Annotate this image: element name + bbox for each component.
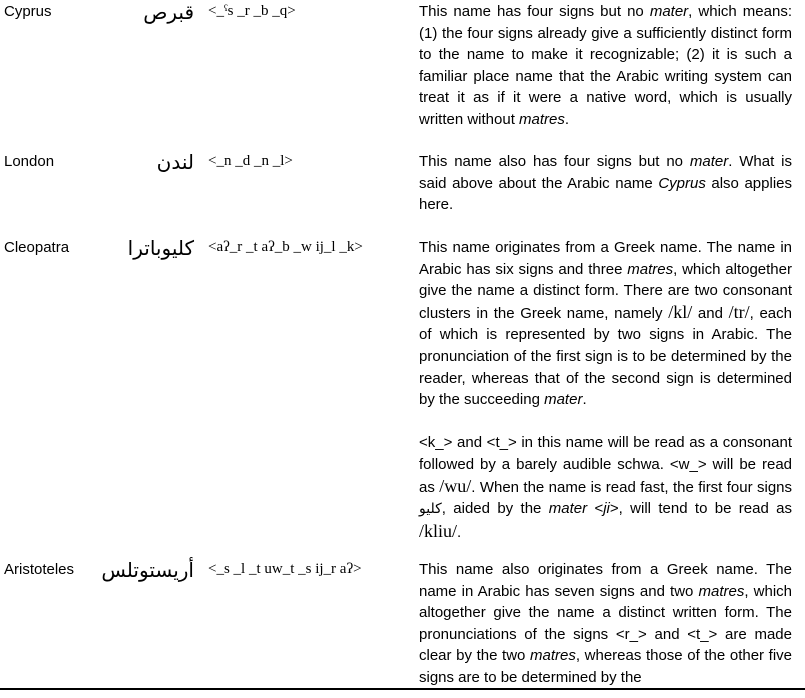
english-name: Cleopatra	[4, 239, 70, 256]
text-run: .	[582, 391, 587, 409]
italic-term: matres	[530, 647, 576, 665]
text-run: This name has four signs but no	[419, 3, 650, 20]
italic-term: matres	[627, 260, 674, 278]
text-run: , which altogether give the name a distinct form. There are two consonant clusters in the Greek name, namely	[419, 260, 792, 322]
english-name: Aristoteles	[4, 561, 75, 578]
description	[419, 237, 792, 543]
italic-term: mater	[649, 3, 689, 20]
text-run: <	[587, 500, 604, 518]
phonetic-form: /wu/	[439, 475, 472, 496]
description	[419, 1, 792, 131]
transliteration: <_n _d _n _l>	[208, 153, 293, 169]
italic-term: ji	[603, 500, 610, 518]
italic-term: mater	[544, 391, 583, 409]
english-name: Cyprus	[4, 3, 52, 20]
transliteration: <aʔ_r _t aʔ_b _w ij_l _k>	[208, 239, 363, 255]
description-paragraph	[419, 151, 792, 216]
arabic-name: لندن	[156, 150, 194, 174]
transliteration: <_ˤs _r _b _q>	[208, 3, 296, 19]
text-run: , whereas those of the other five signs are to be determined by the	[419, 647, 792, 686]
description	[419, 559, 792, 689]
description-paragraph	[419, 237, 792, 411]
text-run: and	[692, 304, 729, 322]
description-paragraph	[419, 432, 792, 543]
text-run: This name originates from a Greek name. The name in Arabic has six signs and three	[419, 239, 792, 278]
arabic-name: قبرص	[143, 0, 194, 24]
text-run: >, will tend to be read as	[609, 500, 793, 518]
description	[419, 151, 792, 216]
english-name: London	[4, 153, 55, 170]
text-run: , which means: (1) the four signs already give a sufficiently distinct form to the name to make it recognizable; (2) it is such a familiar place name that the Arabic writing system can treat it as if it were a native word, which is usually written without	[419, 3, 792, 128]
transliteration: <_s _l _t uw_t _s ij_r aʔ>	[208, 561, 362, 577]
italic-term: mater	[548, 500, 588, 518]
text-run: .	[564, 110, 570, 128]
italic-term: Cyprus	[658, 174, 706, 192]
text-run: also applies here.	[419, 174, 792, 214]
text-run: , which altogether give the name a distinct written form. The pronunciations of the signs <r_> and <t_> are made clear by the two	[419, 582, 793, 665]
italic-term: mater	[689, 153, 729, 170]
phonetic-form: /kliu/	[419, 520, 458, 541]
arabic-name: أريستوتلس	[101, 558, 194, 582]
text-run: , aided by the	[441, 500, 549, 518]
italic-term: matres	[519, 110, 565, 128]
italic-term: matres	[698, 582, 745, 600]
text-run: This name also has four signs but no	[419, 153, 690, 170]
text-run: . When the name is read fast, the first four signs	[471, 478, 793, 496]
arabic-name: كليوباترا	[127, 236, 194, 260]
text-run: , each of which is represented by two signs in Arabic. The pronunciation of the first sign is to be determined by the reader, whereas that of the second sign is determined by the succeeding	[419, 304, 792, 409]
arabic-inline: كليو	[419, 501, 442, 518]
bottom-rule	[0, 688, 805, 690]
text-run: This name also originates from a Greek name. The name in Arabic has seven signs and two	[419, 561, 792, 600]
text-run: .	[457, 523, 462, 541]
text-run: <k_> and <t_> in this name will be read as a consonant followed by a barely audible schwa. <w_> will be read as	[419, 434, 792, 496]
phonetic-form: /kl/	[668, 301, 693, 322]
phonetic-form: /tr/	[728, 301, 750, 322]
description-paragraph	[419, 559, 792, 689]
text-run: . What is said above about the Arabic name	[419, 153, 792, 192]
description-paragraph	[419, 1, 792, 131]
